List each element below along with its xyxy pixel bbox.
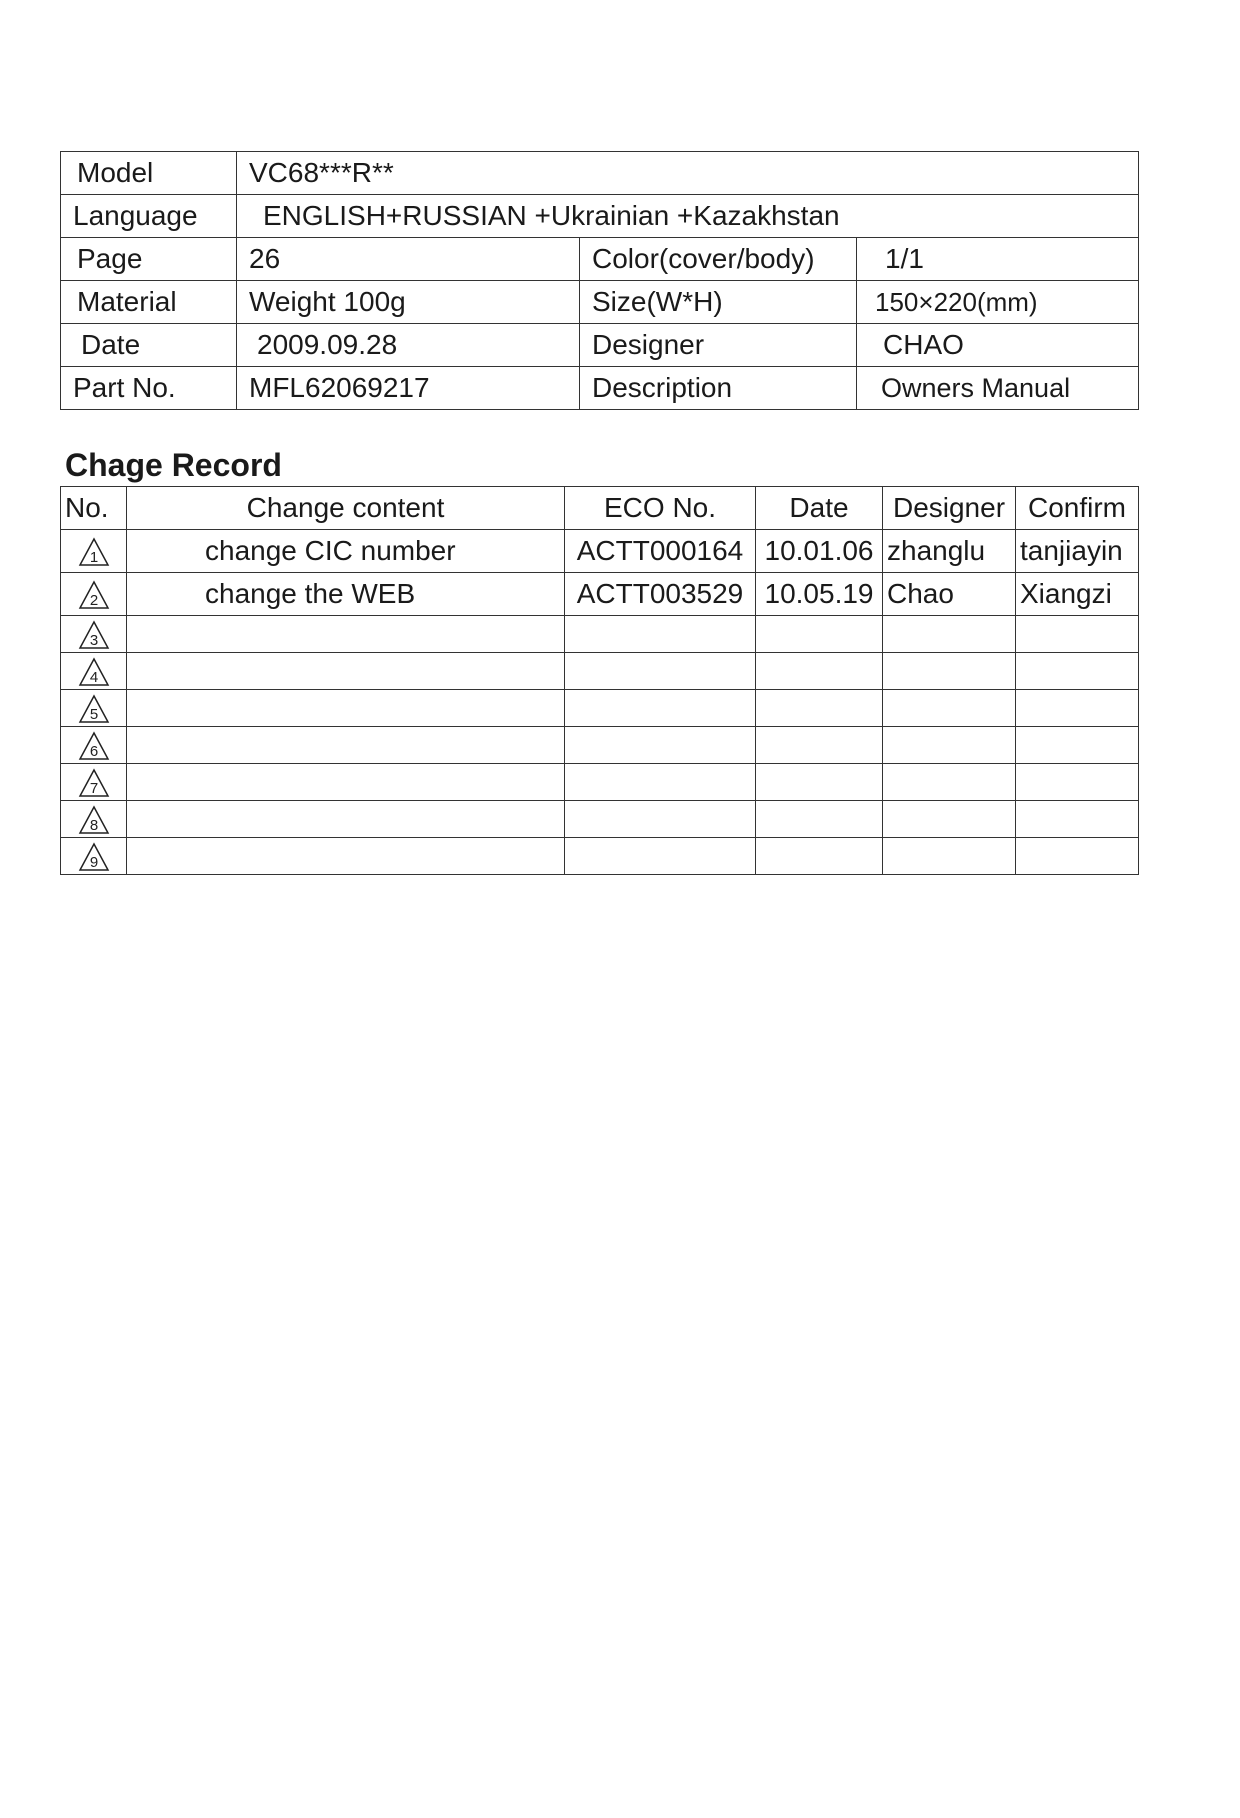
date-value: 2009.09.28 xyxy=(237,324,580,367)
revision-number: 8 xyxy=(89,816,98,834)
header-change-content: Change content xyxy=(127,487,565,530)
revision-triangle-icon xyxy=(77,619,111,651)
size-value: 150×220(mm) xyxy=(857,281,1139,324)
revision-number: 5 xyxy=(89,705,98,723)
page-label: Page xyxy=(61,238,237,281)
language-label: Language xyxy=(61,195,237,238)
revision-cell xyxy=(61,573,127,616)
change-content-cell xyxy=(127,690,565,727)
record-body xyxy=(61,530,1139,875)
change-content-cell xyxy=(127,764,565,801)
revision-cell xyxy=(61,801,127,838)
header-eco-no: ECO No. xyxy=(565,487,756,530)
revision-triangle-icon xyxy=(77,730,111,762)
revision-cell xyxy=(61,838,127,875)
revision-cell xyxy=(61,616,127,653)
confirm-cell xyxy=(1016,801,1139,838)
table-row xyxy=(61,764,1139,801)
eco-no-cell: ACTT000164 xyxy=(565,530,756,573)
language-value: ENGLISH+RUSSIAN +Ukrainian +Kazakhstan xyxy=(237,195,1139,238)
change-content-cell: change CIC number xyxy=(127,530,565,573)
date-label: Date xyxy=(61,324,237,367)
eco-no-cell xyxy=(565,727,756,764)
revision-triangle-icon xyxy=(77,693,111,725)
table-row xyxy=(61,573,1139,616)
table-row xyxy=(61,530,1139,573)
change-record-table xyxy=(60,486,1139,875)
eco-no-cell xyxy=(565,801,756,838)
part-label: Part No. xyxy=(61,367,237,410)
revision-number: 1 xyxy=(89,548,98,566)
designer-value: CHAO xyxy=(857,324,1139,367)
revision-triangle-icon xyxy=(77,579,111,611)
spec-row-page xyxy=(61,238,1139,281)
revision-triangle-icon xyxy=(77,841,111,873)
change-content-cell xyxy=(127,801,565,838)
spec-row-language xyxy=(61,195,1139,238)
designer-cell xyxy=(883,801,1016,838)
spec-row-material xyxy=(61,281,1139,324)
record-header-row xyxy=(61,487,1139,530)
color-label: Color(cover/body) xyxy=(580,238,857,281)
date-cell xyxy=(756,727,883,764)
table-row xyxy=(61,616,1139,653)
designer-cell: Chao xyxy=(883,573,1016,616)
eco-no-cell xyxy=(565,764,756,801)
change-content-cell xyxy=(127,653,565,690)
eco-no-cell xyxy=(565,838,756,875)
material-label: Material xyxy=(61,281,237,324)
page-value: 26 xyxy=(237,238,580,281)
header-no: No. xyxy=(61,487,127,530)
revision-number: 2 xyxy=(89,591,98,609)
header-date: Date xyxy=(756,487,883,530)
spec-row-part xyxy=(61,367,1139,410)
revision-number: 6 xyxy=(89,742,98,760)
change-content-cell: change the WEB xyxy=(127,573,565,616)
date-cell xyxy=(756,838,883,875)
designer-label: Designer xyxy=(580,324,857,367)
designer-cell: zhanglu xyxy=(883,530,1016,573)
designer-cell xyxy=(883,838,1016,875)
revision-triangle-icon xyxy=(77,656,111,688)
confirm-cell xyxy=(1016,727,1139,764)
confirm-cell xyxy=(1016,690,1139,727)
eco-no-cell xyxy=(565,690,756,727)
spec-row-date xyxy=(61,324,1139,367)
header-designer: Designer xyxy=(883,487,1016,530)
color-value: 1/1 xyxy=(857,238,1139,281)
change-content-cell xyxy=(127,838,565,875)
date-cell: 10.05.19 xyxy=(756,573,883,616)
table-row xyxy=(61,838,1139,875)
revision-triangle-icon xyxy=(77,804,111,836)
change-record-title: Chage Record xyxy=(65,447,282,483)
revision-cell xyxy=(61,727,127,764)
model-value: VC68***R** xyxy=(237,152,1139,195)
revision-number: 4 xyxy=(89,668,98,686)
designer-cell xyxy=(883,727,1016,764)
date-cell xyxy=(756,801,883,838)
part-value: MFL62069217 xyxy=(237,367,580,410)
revision-number: 3 xyxy=(89,631,98,649)
description-label: Description xyxy=(580,367,857,410)
table-row xyxy=(61,690,1139,727)
designer-cell xyxy=(883,616,1016,653)
confirm-cell: tanjiayin xyxy=(1016,530,1139,573)
spec-row-model xyxy=(61,152,1139,195)
designer-cell xyxy=(883,653,1016,690)
confirm-cell xyxy=(1016,838,1139,875)
eco-no-cell xyxy=(565,616,756,653)
eco-no-cell xyxy=(565,653,756,690)
revision-cell xyxy=(61,653,127,690)
confirm-cell xyxy=(1016,616,1139,653)
revision-triangle-icon xyxy=(77,767,111,799)
revision-number: 9 xyxy=(89,853,98,871)
change-content-cell xyxy=(127,616,565,653)
date-cell xyxy=(756,616,883,653)
date-cell xyxy=(756,653,883,690)
model-label: Model xyxy=(61,152,237,195)
table-row xyxy=(61,727,1139,764)
eco-no-cell: ACTT003529 xyxy=(565,573,756,616)
date-cell: 10.01.06 xyxy=(756,530,883,573)
material-value: Weight 100g xyxy=(237,281,580,324)
revision-cell xyxy=(61,764,127,801)
description-value: Owners Manual xyxy=(857,367,1139,410)
size-label: Size(W*H) xyxy=(580,281,857,324)
table-row xyxy=(61,801,1139,838)
change-content-cell xyxy=(127,727,565,764)
revision-number: 7 xyxy=(89,779,98,797)
spec-table xyxy=(60,151,1139,410)
revision-cell xyxy=(61,690,127,727)
designer-cell xyxy=(883,764,1016,801)
revision-cell xyxy=(61,530,127,573)
revision-triangle-icon xyxy=(77,536,111,568)
table-row xyxy=(61,653,1139,690)
date-cell xyxy=(756,764,883,801)
confirm-cell xyxy=(1016,653,1139,690)
confirm-cell: Xiangzi xyxy=(1016,573,1139,616)
header-confirm: Confirm xyxy=(1016,487,1139,530)
designer-cell xyxy=(883,690,1016,727)
confirm-cell xyxy=(1016,764,1139,801)
date-cell xyxy=(756,690,883,727)
